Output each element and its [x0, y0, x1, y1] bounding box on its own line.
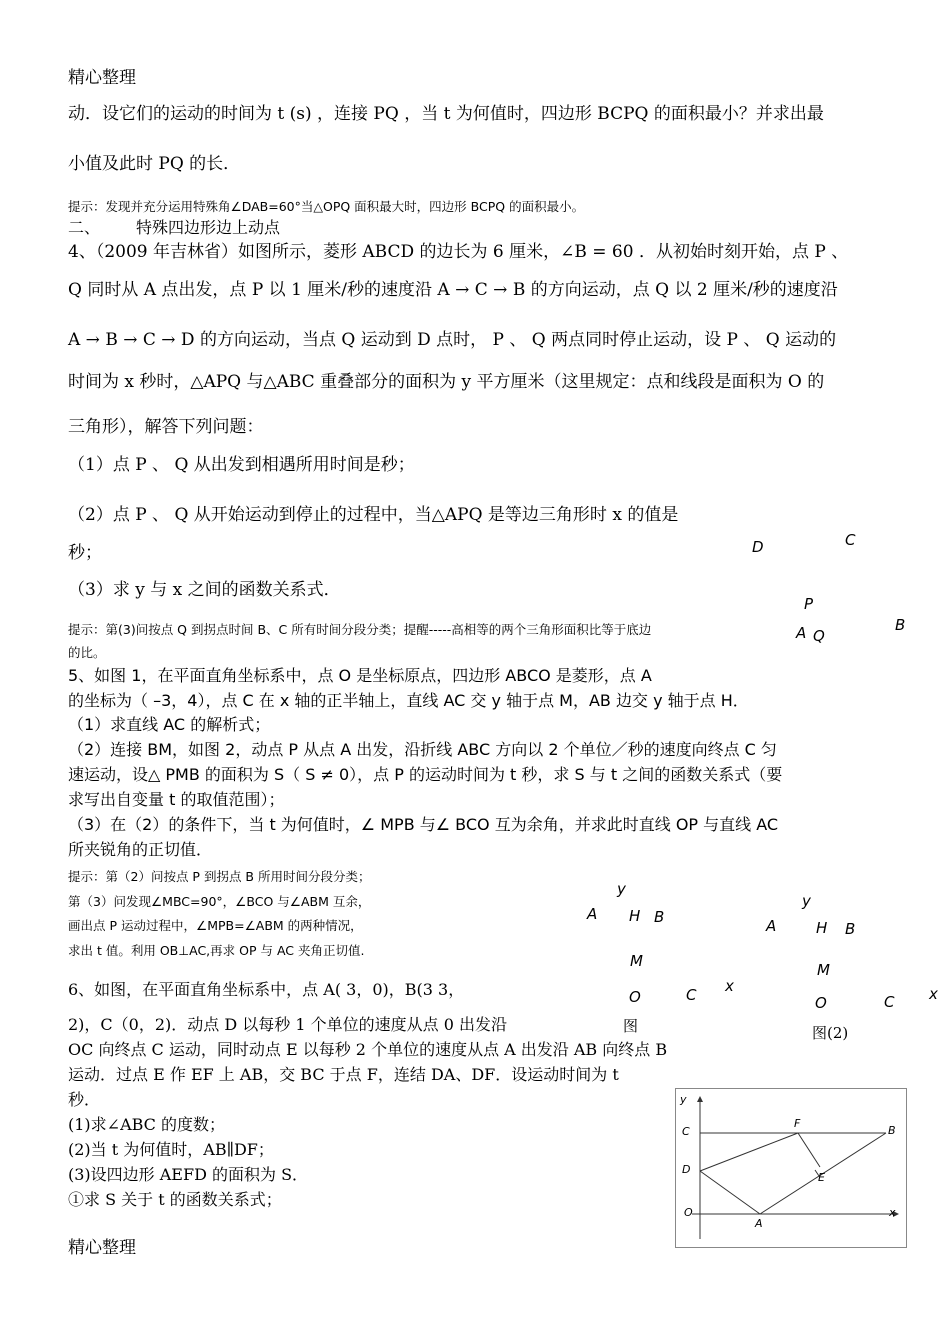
problem5-line-7: （3）在（2）的条件下，当 t 为何值时，∠ MPB 与∠ BCO 互为余角，并求此时直线 OP 与直线 AC [68, 815, 779, 834]
problem6-question-3a: ①求 S 关于 t 的函数关系式； [68, 1190, 282, 1209]
fig5b-label-c: C [884, 993, 895, 1011]
problem6-diagram [676, 1089, 906, 1247]
fig5a-label-y: y [617, 880, 626, 898]
problem5-hint-3: 画出点 P 运动过程中，∠MPB=∠ABM 的两种情况， [68, 918, 363, 933]
fig4-label-a: A [796, 624, 807, 642]
problem4-question-2: （2）点 P 、 Q 从开始运动到停止的过程中，当△APQ 是等边三角形时 x 的值是 [68, 505, 679, 525]
problem4-question-3: （3）求 y 与 x 之间的函数关系式． [68, 580, 341, 600]
problem6-question-2: (2)当 t 为何值时，AB∥DF； [68, 1140, 274, 1159]
problem5-line-1: 5、如图 1，在平面直角坐标系中，点 O 是坐标原点，四边形 ABCO 是菱形，点 A [68, 666, 652, 685]
prev-problem-line-1: 动．设它们的运动的时间为 t (s) ，连接 PQ ，当 t 为何值时，四边形 BCPQ 的面积最小？并求出最 [68, 104, 824, 124]
fig5b-label-y: y [802, 892, 811, 910]
fig5a-label-c: C [686, 986, 697, 1004]
fig4-label-c: C [845, 531, 856, 549]
problem6-figure [675, 1088, 907, 1248]
fig6-label-o: O [684, 1206, 693, 1219]
section-title: 特殊四边形边上动点 [136, 218, 281, 237]
problem5-line-2: 的坐标为（ –3，4），点 C 在 x 轴的正半轴上，直线 AC 交 y 轴于点 M，AB 边交 y 轴于点 H． [68, 691, 749, 710]
problem5-line-5: 速运动，设△ PMB 的面积为 S（ S ≠ 0），点 P 的运动时间为 t 秒，求 S 与 t 之间的函数关系式（要 [68, 765, 783, 784]
fig4-label-b: B [895, 616, 906, 634]
problem5-line-4: （2）连接 BM，如图 2，动点 P 从点 A 出发，沿折线 ABC 方向以 2 个单位／秒的速度向终点 C 匀 [68, 740, 777, 759]
segment-df [700, 1133, 798, 1171]
page-header: 精心整理 [68, 68, 136, 88]
section-number: 二、 [68, 218, 101, 237]
fig5b-label-h: H [816, 919, 828, 937]
problem4-hint-line-2: 的比。 [68, 645, 106, 660]
fig4-label-d: D [752, 538, 764, 556]
fig6-label-b: B [888, 1124, 896, 1137]
problem5-hint-1: 提示：第（2）问按点 P 到拐点 B 所用时间分段分类； [68, 869, 371, 884]
fig6-label-x: x [889, 1206, 896, 1219]
fig5b-label-o: O [815, 994, 827, 1012]
fig5b-caption: 图(2) [812, 1024, 849, 1042]
problem6-line-2: 2)，C（0，2)．动点 D 以每秒 1 个单位的速度从点 0 出发沿 [68, 1015, 507, 1034]
problem5-line-8: 所夹锐角的正切值． [68, 840, 213, 859]
fig5a-caption: 图 [623, 1017, 639, 1035]
problem6-line-3: OC 向终点 C 运动，同时动点 E 以每秒 2 个单位的速度从点 A 出发沿 AB 向终点 B [68, 1040, 668, 1059]
fig5a-label-b: B [654, 908, 665, 926]
fig6-label-f: F [794, 1117, 801, 1130]
problem5-hint-4: 求出 t 值。利用 OB⊥AC,再求 OP 与 AC 夹角正切值. [68, 943, 365, 958]
fig6-label-a: A [755, 1217, 763, 1230]
prev-problem-hint: 提示：发现并充分运用特殊角∠DAB=60°当△OPQ 面积最大时，四边形 BCPQ 的面积最小。 [68, 199, 585, 214]
problem6-line-4: 运动．过点 E 作 EF 上 AB，交 BC 于点 F，连结 DA、DF．设运动时间为 t [68, 1065, 619, 1084]
problem5-hint-2: 第（3）问发现∠MBC=90°，∠BCO 与∠ABM 互余， [68, 894, 371, 909]
fig5b-label-a: A [766, 917, 777, 935]
page-footer: 精心整理 [68, 1238, 136, 1258]
problem6-question-3: (3)设四边形 AEFD 的面积为 S． [68, 1165, 309, 1184]
fig5a-label-o: O [629, 988, 641, 1006]
problem4-line-3: A → B → C → D 的方向运动，当点 Q 运动到 D 点时， P 、 Q 两点同时停止运动，设 P 、 Q 运动的 [68, 330, 837, 350]
problem4-line-2: Q 同时从 A 点出发，点 P 以 1 厘米/秒的速度沿 A → C → B 的方向运动，点 Q 以 2 厘米/秒的速度沿 [68, 280, 838, 300]
segment-fe [798, 1133, 820, 1167]
fig5b-label-b: B [845, 920, 856, 938]
fig6-label-y: y [680, 1093, 687, 1106]
problem4-question-2-unit: 秒； [68, 543, 102, 563]
problem6-line-1: 6、如图，在平面直角坐标系中，点 A( 3，0)，B(3 3， [68, 980, 465, 999]
problem6-line-5: 秒． [68, 1090, 101, 1109]
fig4-label-q: Q [813, 627, 825, 645]
fig5a-label-h: H [629, 907, 641, 925]
fig6-label-c: C [682, 1125, 690, 1138]
prev-problem-line-2: 小值及此时 PQ 的长． [68, 154, 241, 174]
problem4-line-1: 4、（2009 年吉林省）如图所示，菱形 ABCD 的边长为 6 厘米，∠B = 60 ．从初始时刻开始，点 P 、 [68, 242, 849, 262]
problem4-line-4: 时间为 x 秒时，△APQ 与△ABC 重叠部分的面积为 y 平方厘米（这里规定：点和线段是面积为 O 的 [68, 372, 825, 392]
fig5a-label-m: M [630, 952, 643, 970]
problem6-question-1: (1)求∠ABC 的度数； [68, 1115, 226, 1134]
fig5a-label-a: A [587, 905, 598, 923]
problem4-line-5: 三角形），解答下列问题： [68, 417, 264, 437]
problem5-line-3: （1）求直线 AC 的解析式； [68, 715, 271, 734]
fig4-label-p: P [804, 595, 814, 613]
problem5-line-6: 求写出自变量 t 的取值范围）； [68, 790, 285, 809]
problem4-hint-line-1: 提示：第(3)问按点 Q 到拐点时间 B、C 所有时间分段分类；提醒-----高相等的两个三角形面积比等于底边 [68, 622, 652, 637]
segment-da [700, 1171, 760, 1214]
fig6-label-e: E [818, 1171, 825, 1184]
problem4-question-1: （1）点 P 、 Q 从出发到相遇所用时间是秒； [68, 455, 415, 475]
fig5b-label-x: x [929, 985, 938, 1003]
fig5a-label-x: x [725, 977, 734, 995]
fig5b-label-m: M [817, 961, 830, 979]
fig6-label-d: D [682, 1163, 691, 1176]
